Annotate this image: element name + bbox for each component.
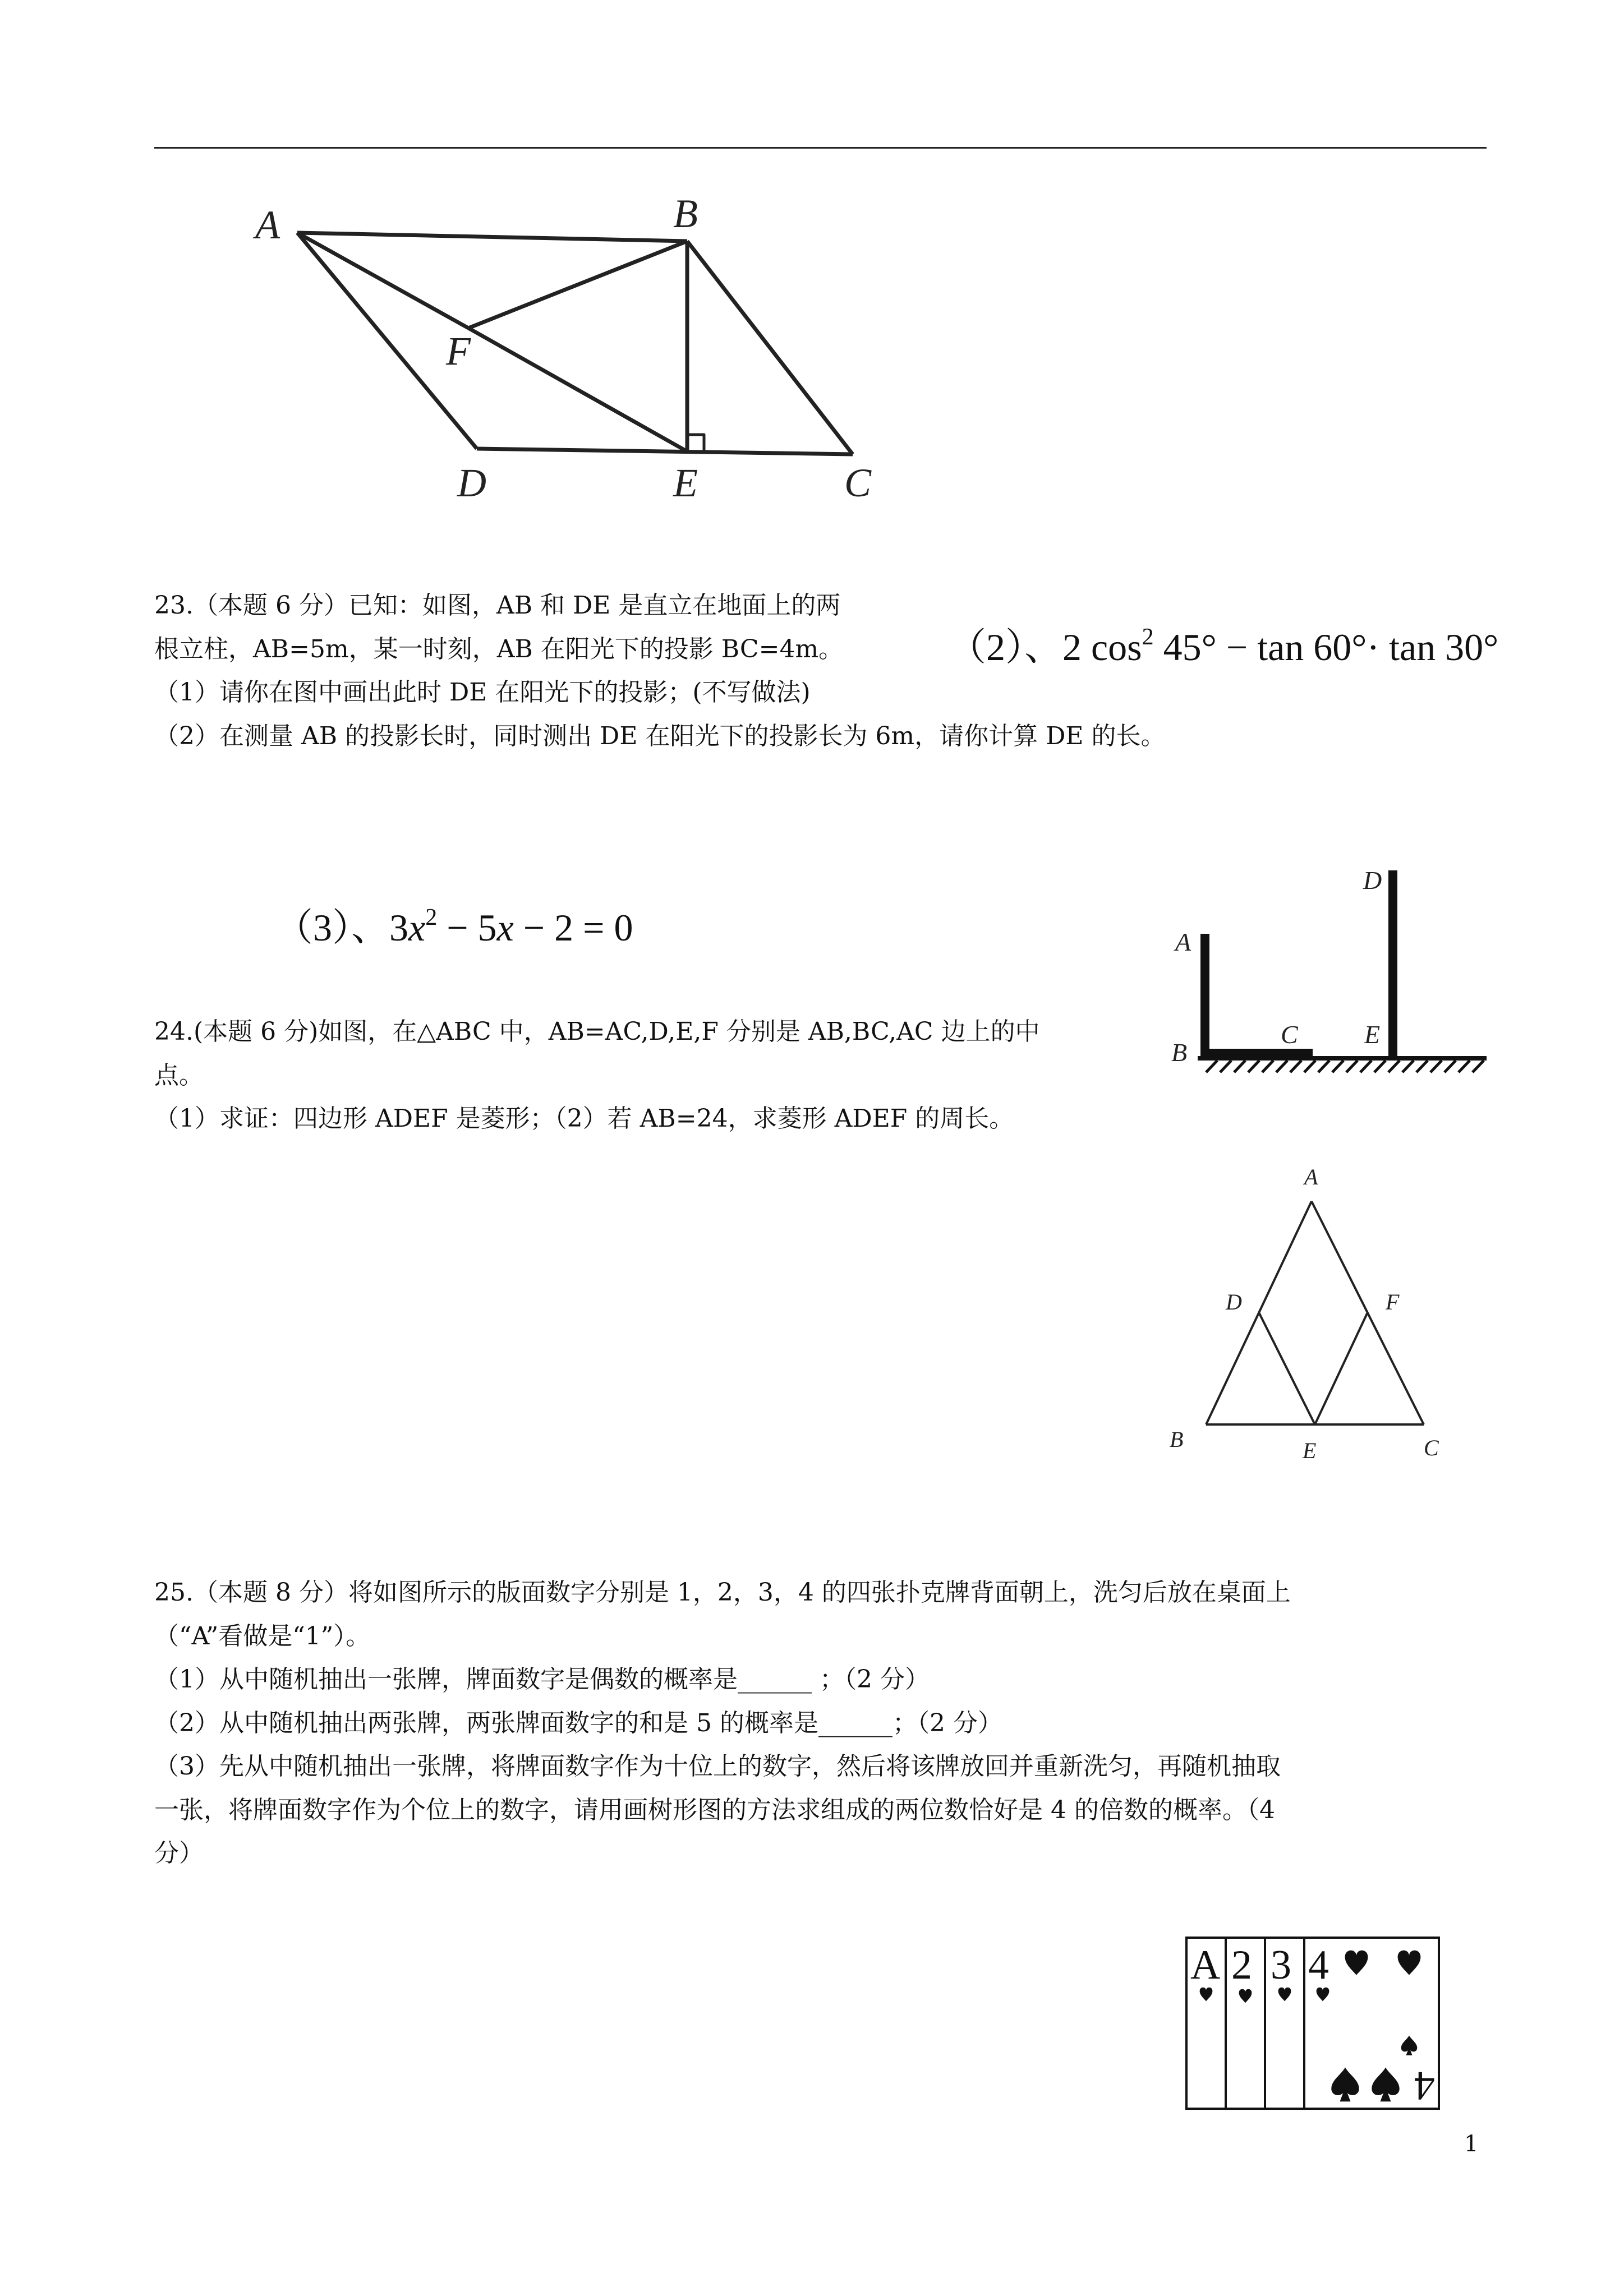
- card-rank-3: 3: [1271, 1942, 1291, 1988]
- segment-de: [1259, 1312, 1315, 1424]
- right-angle-mark: [687, 435, 704, 451]
- segment-ab: [297, 233, 687, 241]
- label-d: D: [1226, 1289, 1242, 1315]
- label-f: F: [446, 329, 471, 374]
- q25-line-6: 一张，将牌面数字作为个位上的数字，请用画树形图的方法求组成的两位数恰好是 4 的倍数的概率。（4: [154, 1796, 1275, 1824]
- label-b: B: [1171, 1038, 1188, 1067]
- expression-2-exponent: 2: [1142, 624, 1154, 650]
- label-e: E: [1364, 1020, 1381, 1049]
- q25-line-5: （3）先从中随机抽出一张牌，将牌面数字作为十位上的数字，然后将该牌放回并重新洗匀，再随机抽取: [154, 1752, 1281, 1781]
- pole-de: [1388, 870, 1397, 1056]
- label-a: A: [255, 202, 280, 247]
- q25-line-1: 25.（本题 8 分）将如图所示的版面数字分别是 1，2，3，4 的四张扑克牌背面朝上，洗匀后放在桌面上: [154, 1578, 1291, 1607]
- expression-3-rest: − 2 = 0: [513, 906, 633, 949]
- q25-line-7: 分）: [154, 1839, 204, 1868]
- q23-line-2: 根立柱，AB=5m，某一时刻，AB 在阳光下的投影 BC=4m。: [154, 635, 844, 663]
- label-b: B: [1170, 1427, 1184, 1452]
- expression-2-rest: 45° − tan 60°· tan 30°: [1153, 626, 1499, 668]
- expression-3: [275, 897, 633, 952]
- q23-line-1: 23.（本题 6 分）已知：如图，AB 和 DE 是直立在地面上的两: [154, 591, 841, 620]
- expression-3-variable-2: x: [496, 906, 514, 949]
- q25-line-2: （“A”看做是“1”）。: [154, 1622, 371, 1650]
- segment-dc: [477, 449, 853, 454]
- parallelogram-figure: [236, 191, 909, 505]
- segment-fe: [468, 328, 687, 451]
- expression-3-mid: − 5: [437, 906, 497, 949]
- card-rank-4-inverted: 4: [1414, 2063, 1435, 2109]
- label-e: E: [1303, 1438, 1317, 1463]
- q24-line-3: （1）求证：四边形 ADEF 是菱形；（2）若 AB=24，求菱形 ADEF 的周长。: [154, 1104, 1014, 1133]
- header-rule: [154, 147, 1487, 149]
- expression-3-variable: x: [408, 906, 426, 949]
- expression-2-prefix: （2）、2 cos: [948, 626, 1142, 668]
- triangle-figure: [1156, 1155, 1470, 1481]
- page-number: 1: [1464, 2131, 1479, 2157]
- segment-bc: [687, 241, 853, 454]
- poles-figure: [1161, 852, 1487, 1099]
- expression-3-prefix: （3）、3: [275, 906, 409, 949]
- segment-bf: [468, 241, 687, 328]
- ground-line: [1198, 1056, 1487, 1061]
- segment-ef: [1315, 1312, 1368, 1424]
- label-a: A: [1304, 1164, 1318, 1190]
- label-e: E: [673, 460, 698, 505]
- segment-af: [297, 233, 468, 328]
- label-f: F: [1386, 1289, 1400, 1315]
- playing-cards-figure: [1178, 1929, 1447, 2131]
- label-c: C: [1424, 1435, 1439, 1460]
- label-b: B: [673, 191, 698, 236]
- expression-2: [948, 617, 1498, 671]
- q23-line-3: （1）请你在图中画出此时 DE 在阳光下的投影；(不写做法): [154, 678, 811, 707]
- q23-line-4: （2）在测量 AB 的投影长时，同时测出 DE 在阳光下的投影长为 6m，请你计算 DE 的长。: [154, 722, 1166, 750]
- label-a: A: [1175, 928, 1191, 956]
- pole-ab: [1200, 934, 1209, 1056]
- q24-line-2: 点。: [154, 1061, 204, 1090]
- label-d: D: [457, 460, 486, 505]
- expression-3-exponent: 2: [425, 905, 438, 930]
- q25-line-3: （1）从中随机抽出一张牌，牌面数字是偶数的概率是______ ；（2 分）: [154, 1665, 930, 1694]
- ground-hatching: [1206, 1061, 1484, 1072]
- shadow-bc: [1200, 1049, 1313, 1056]
- q25-line-4: （2）从中随机抽出两张牌，两张牌面数字的和是 5 的概率是______；（2 分）: [154, 1709, 1002, 1737]
- label-c: C: [844, 460, 872, 505]
- card-rank-2: 2: [1231, 1942, 1252, 1988]
- label-c: C: [1281, 1020, 1298, 1049]
- q24-line-1: 24.(本题 6 分)如图，在△ABC 中，AB=AC,D,E,F 分别是 AB,BC,AC 边上的中: [154, 1017, 1040, 1046]
- label-d: D: [1363, 866, 1382, 895]
- card-rank-4: 4: [1308, 1942, 1329, 1988]
- card-rank-a: A: [1190, 1942, 1221, 1988]
